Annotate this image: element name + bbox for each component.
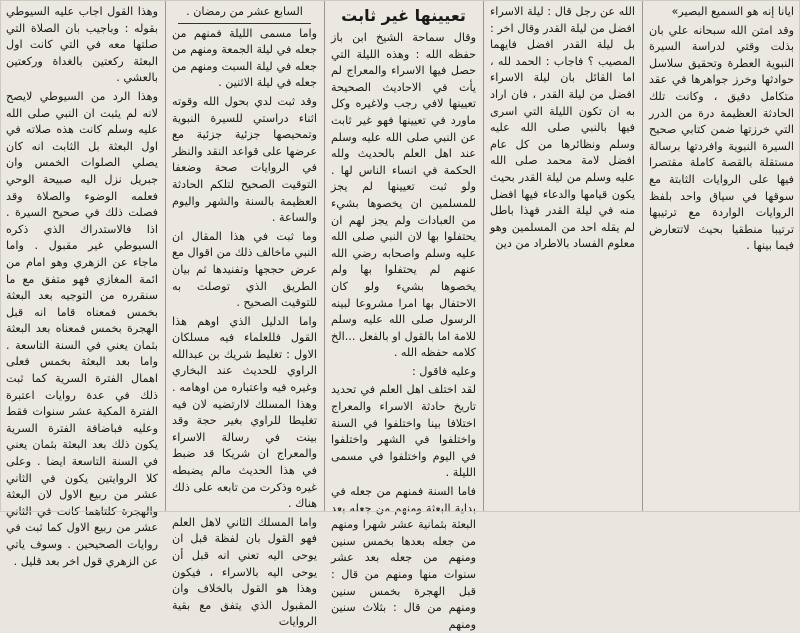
column-2-paragraph-1: الله عن رجل قال : ليلة الاسراء افضل من ليلة القدر وقال اخر : بل ليلة القدر افضل فايهما المصيب ؟ فاجاب : الحمد لله ، اما القائل بان ليلة الاسراء افضل من ليلة القدر ، فان اراد به ان تكون الليلة التي اسرى فيها بالنبي صلى الله عليه وسلم ونظائرها من كل عام افضل لامة محمد صلى الله عليه وسلم من ليلة القدر بحيث يكون قيامها والدعاء فيها افضل منه في ليلة القدر فهذا باطل لم يقله احد من المسلمين وهو معلوم الفساد بالاطراد من دين: [490, 5, 635, 251]
column-4-paragraph-1: واما مسمى الليلة فمنهم من جعله في ليلة الجمعة ومنهم من جعله في ليلة السبت ومنهم من جعله في ليلة الاثنين .: [172, 26, 317, 90]
article-column-5: [0, 0, 164, 568]
article-column-2: [484, 0, 641, 512]
column-4-topline: السابع عشر من رمضان .: [186, 5, 303, 18]
column-3-paragraph-1: وقال سماحة الشيخ ابن باز حفظه الله : وهذه الليلة التي حصل فيها الاسراء والمعراج لم يأت في الاحاديث الصحيحة تعيينها لافي رجب ولاغيره وكل ماورد في تعيينها فهو غير ثابت عن النبي صلى الله عليه وسلم عند اهل العلم بالحديث ولله الحكمة في انساء الناس لها . ولو ثبت تعيينها لم يجز للمسلمين ان يخصوها بشيء من العبادات ولم يجز لهم ان يحتفلوا بها لان النبي صلى الله عليه وسلم واصحابه رضي الله عنهم لم يحتفلوا بها ولم يخصوها بشيء ولو كان الاحتفال بها امرا مشروعا لبينه الرسول صلى الله عليه وسلم للامة اما بالقول او بالفعل ...الخ كلامه حفظه الله .: [331, 31, 476, 360]
column-3-paragraph-2: وعليه فاقول :: [411, 364, 476, 378]
column-4-top-rule: [178, 23, 311, 24]
column-1-paragraph-2: وقد امتن الله سبحانه علي بان بذلت وقتي لدراسة السيرة النبوية العطرة وتحقيق سلاسل حوادثها وخرز جواهرها في عقد متكامل دقيق ، وكانت تلك الحادثة العظيمة درة من الدرر التي خرزتها ضمن كتابي صحيح السيرة النبوية وافردتها برسالة مستقلة بالقصة كاملة مقتصرا فيها على الروايات الثابتة مع سوقها في سياق واحد بلفظ الروايات الواردة مع ترتيبها ترتيبا منطقيا بحيث لاتتعارض فيما بينها .: [649, 23, 794, 253]
article-column-1: [643, 0, 800, 512]
column-divider: [324, 0, 325, 512]
column-4-paragraph-4: واما الدليل الذي اوهم هذا القول فللعلماء فيه مسلكان الاول : تغليط شريك بن عبدالله الراوي للحديث عند البخاري وغيره فيه واعتباره من اوهامه . وهذا المسلك لاارتضيه لان فيه تغليطا للراوي بغير حجة وقد بينت في رسالة الاسراء والمعراج ان شريكا قد ضبط في هذا الحديث مالم يضبطه غيره وذكرت من تابعه على ذلك هناك .: [172, 314, 317, 511]
column-divider: [165, 0, 166, 512]
column-5-paragraph-1: وهذا القول اجاب عليه السيوطي بقوله : وباجيب بان الصلاة التي صلتها معه في التي كانت اول البعثة ركعتين بالغداة وركعتين بالعشي .: [6, 5, 158, 85]
column-1-paragraph-1: ايانا إنه هو السميع البصير»: [671, 5, 794, 18]
column-3-paragraph-3: لقد اختلف اهل العلم في تحديد تاريخ حادثة الاسراء والمعراج اختلافا بينا واختلفوا في السنة واختلفوا في الشهر واختلفوا في اليوم واختلفوا في مسمى الليلة .: [331, 383, 476, 480]
column-3-paragraph-4: فاما السنة فمنهم من جعله في بداية البعثة ومنهم من جعله بعد البعثة بثمانية عشر شهرا ومنهم من جعله بعدها بخمس سنين ومنهم من جعله بعد عشر سنوات منها ومنهم من قال : قبل الهجرة بخمس سنين ومنهم من قال : بثلاث سنين ومنهم: [331, 485, 476, 631]
column-divider: [483, 0, 484, 512]
section-heading: تعيينها غير ثابت: [341, 6, 466, 25]
column-4-paragraph-5: واما المسلك الثاني لاهل العلم فهو القول بان لفظة قبل ان يوحى اليه تعني انه قبل أن يوحى اليه بالاسراء ، فيكون وهذا هو القول بالخلاف وان المقبول الذي يتفق مع بقية الروايات: [172, 515, 317, 629]
column-5-paragraph-2: وهذا الرد من السيوطي لايصح لانه لم يثبت ان النبي صلى الله عليه وسلم كانت هذه صلاته في اول البعثة بل الثابت انه كان يصلي الصلوات الخمس وان جبريل نزل اليه صبيحة الوحي فعلمه الوضوء والصلاة وقد فصلت ذلك في صحيح السيرة . اذا فالاستدراك الذي ذكره السيوطي غير مقبول . واما ماجاء عن الزهري وهو امام من ائمة المغازي فهو متفق مع ما سنقرره من التوجيه بعد البعثة بخمس فمعناه قاما انه قبل الهجرة بخمس فمعناه بعد البعثة بثمان يعني في السنة التاسعة . واما بعد البعثة بخمس فعلى اهمال الفترة السرية كما ثبت ذلك في عدة روايات اعتبرة الفترة المكية عشر سنوات فقط وعليه فباضافة الفترة السرية يكون ذلك بعد البعثة بثمان يعني في السنة التاسعة ايضا . وعلى كلا الروايتين يكون في الثاني عشر من ربيع الاول لان البعثة والهجرة كلتاهما كانت في الثاني عشر من ربيع الاول كما ثبت في روايات الصحيحين . وسوف ياتي عن الزهري قول اخر بعد قليل .: [6, 89, 158, 568]
article-column-4: [166, 0, 323, 629]
column-divider: [642, 0, 643, 512]
column-4-paragraph-3: وما ثبت في هذا المقال ان النبي ماخالف ذلك من اقوال مع عرض حججها وتفنيدها ثم بيان الطريق الذي توصلت به للتوقيت الصحيح .: [172, 229, 317, 310]
column-4-paragraph-2: وقد ثبت لدي بحول الله وقوته اثناء دراستي للسيرة النبوية وتمحيصها جزئية جزئية مع عرضها على قواعد النقد والنظر في الروايات صحة وضعفا التوقيت الصحيح لتلكم الحادثة العظيمة بالسنة والشهر واليوم والساعة .: [172, 94, 317, 225]
article-column-3: [325, 0, 482, 631]
